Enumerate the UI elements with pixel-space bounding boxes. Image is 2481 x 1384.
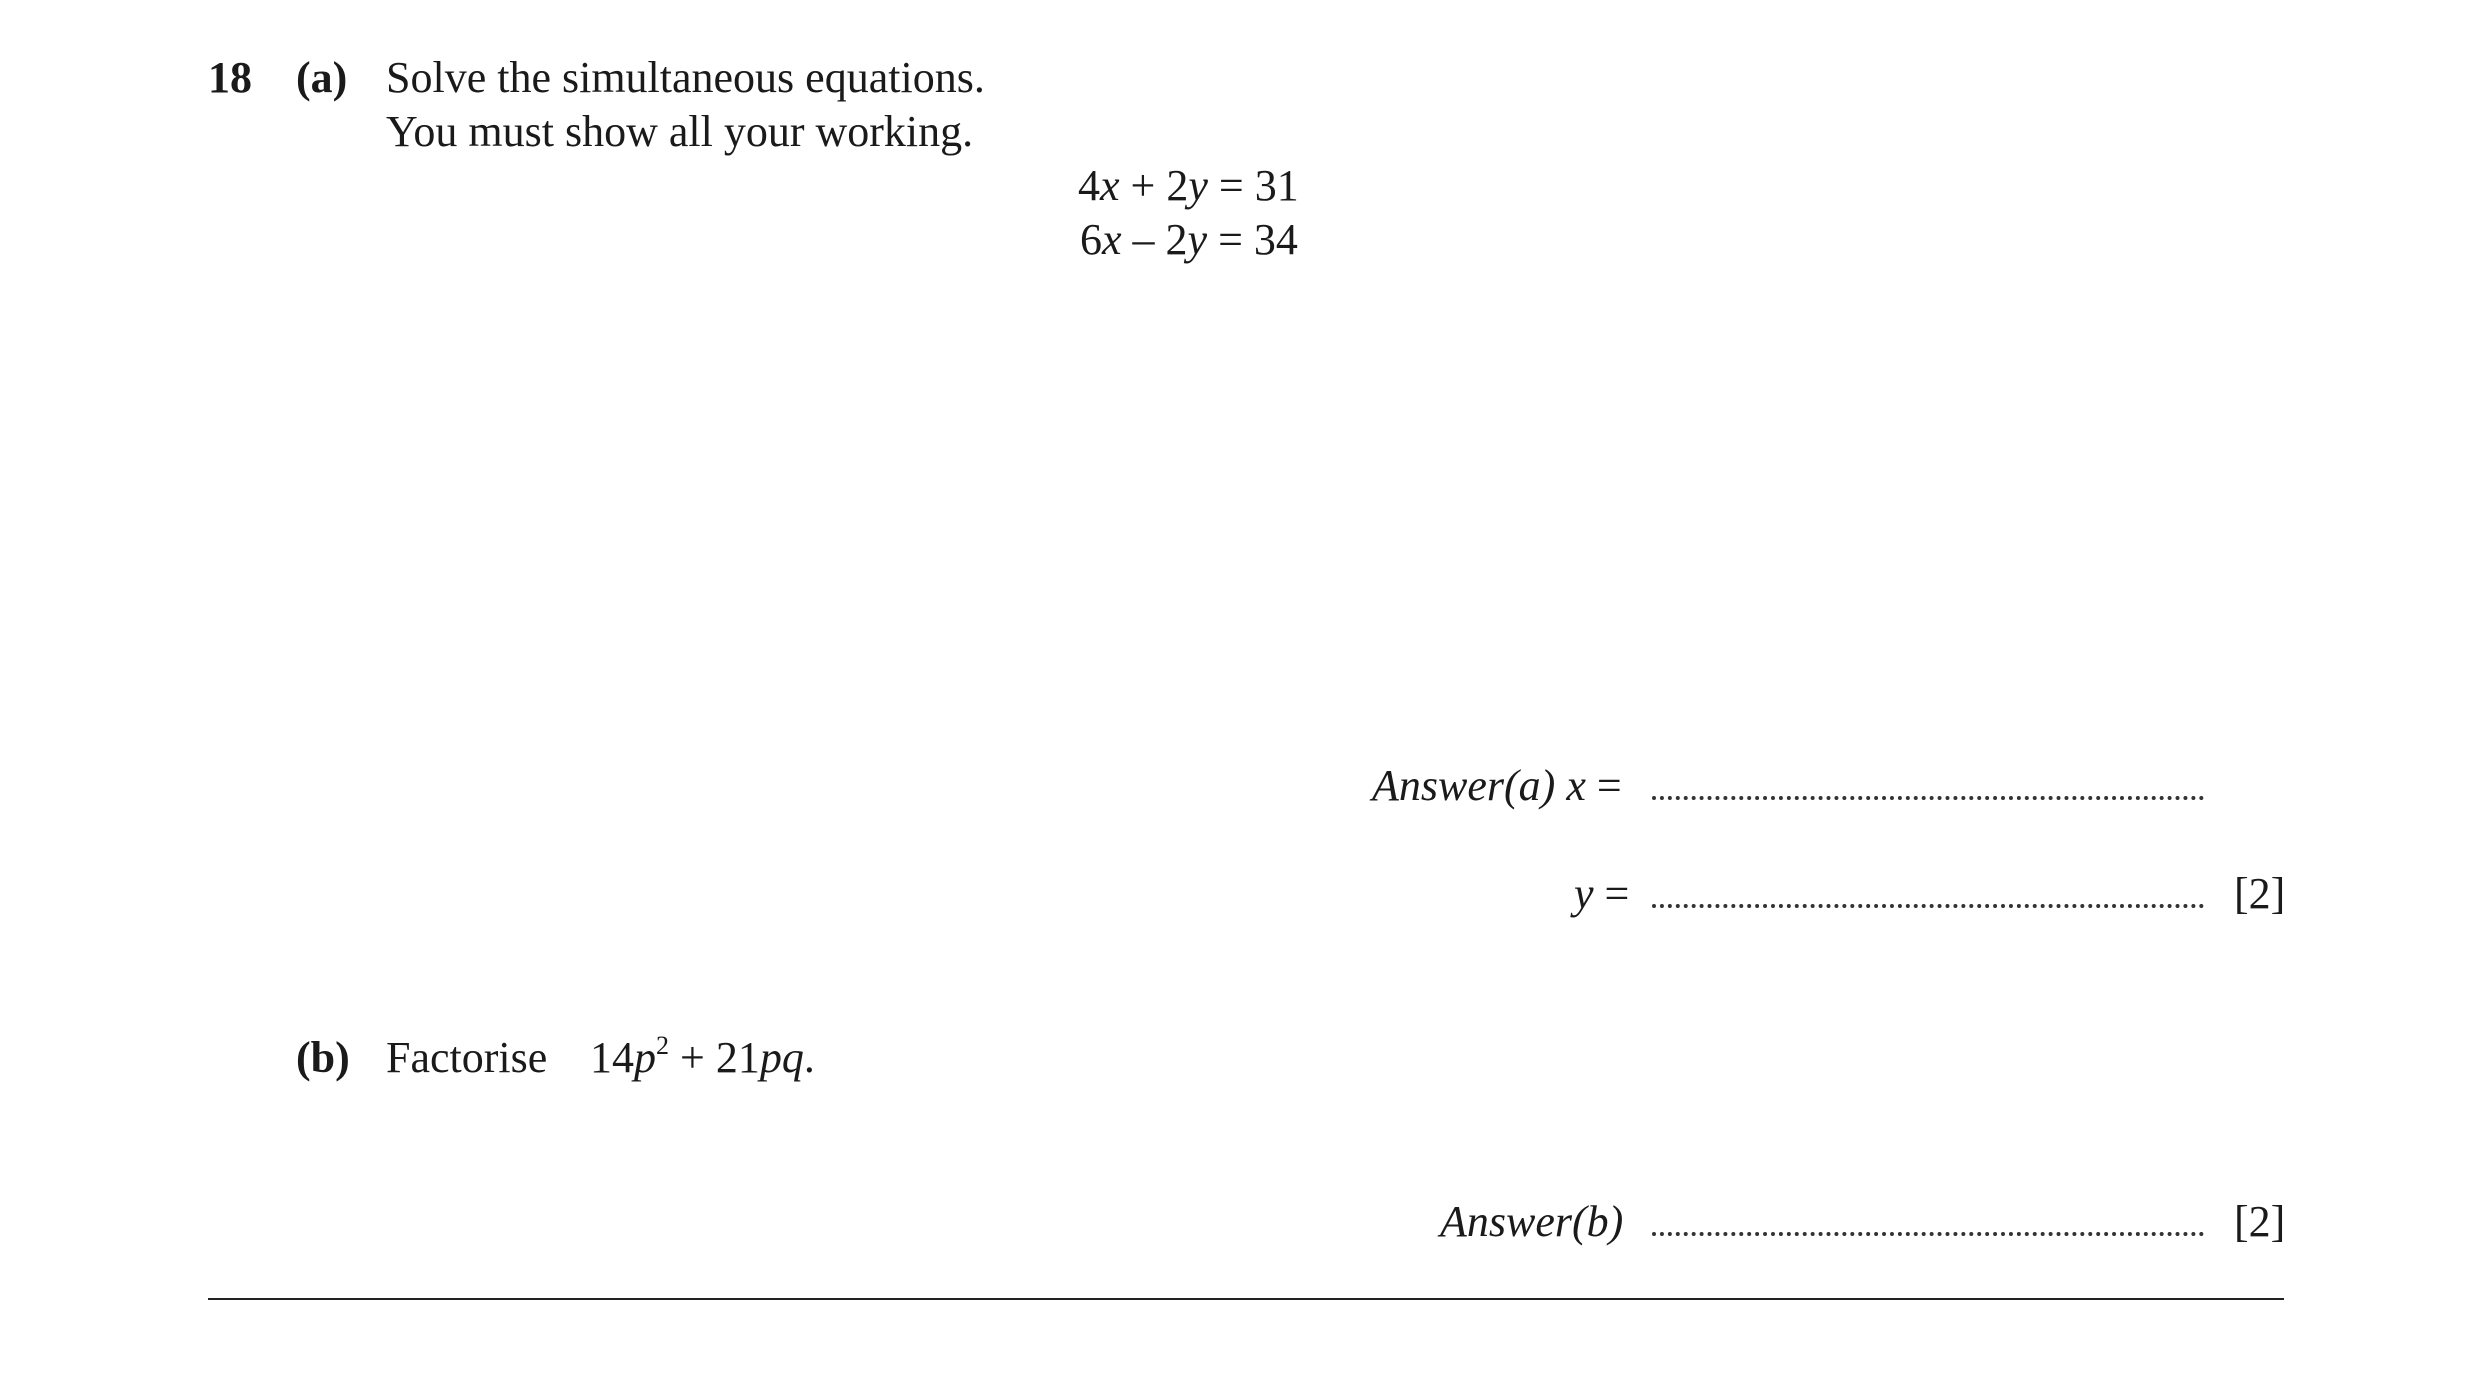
part-b-label: (b)	[296, 1033, 350, 1082]
answer-a-y-field[interactable]	[1652, 904, 2204, 908]
answer-a-x-field[interactable]	[1652, 796, 2204, 800]
equation-2-rhs: = 34	[1207, 215, 1298, 264]
equation-1-var-x: x	[1100, 161, 1120, 210]
expr-coef: 14	[590, 1033, 634, 1082]
equation-1	[1078, 161, 1299, 210]
part-a-instruction-line1: Solve the simultaneous equations.	[386, 53, 985, 102]
answer-a-y-equals: =	[1593, 869, 1630, 918]
answer-a-y-label	[1574, 869, 1630, 918]
equation-2-op: – 2	[1121, 215, 1188, 264]
answer-a-x-var: x	[1566, 761, 1586, 810]
part-b-marks: [2]	[2234, 1197, 2286, 1246]
expr-mid: + 21	[669, 1033, 760, 1082]
answer-a-x-label	[1372, 761, 1622, 810]
part-b-instruction: Factorise	[386, 1033, 548, 1082]
question-number: 18	[208, 53, 252, 102]
equation-2-var-x: x	[1102, 215, 1122, 264]
part-a-instruction-line2: You must show all your working.	[386, 107, 974, 156]
expr-end: .	[803, 1033, 815, 1082]
equation-1-coef: 4	[1078, 161, 1100, 210]
answer-a-label: Answer(a)	[1372, 761, 1556, 810]
expr-exponent: 2	[656, 1031, 669, 1060]
equation-2-var-y: y	[1187, 215, 1208, 264]
equation-1-rhs: = 31	[1207, 161, 1299, 210]
answer-b-label: Answer(b)	[1440, 1197, 1624, 1246]
equation-2-coef: 6	[1080, 215, 1102, 264]
answer-a-y-var: y	[1574, 869, 1594, 918]
part-a-label: (a)	[296, 53, 348, 102]
bottom-divider	[208, 1298, 2284, 1300]
answer-b-field[interactable]	[1652, 1232, 2204, 1236]
equation-1-var-y: y	[1188, 161, 1208, 210]
equation-1-op: + 2	[1119, 161, 1189, 210]
expr-pq: pq	[759, 1033, 804, 1082]
part-a-marks: [2]	[2234, 869, 2286, 918]
expr-p: p	[634, 1033, 656, 1082]
answer-a-x-equals: =	[1585, 761, 1622, 810]
part-b-expression	[590, 1031, 815, 1082]
equation-2	[1080, 215, 1298, 264]
